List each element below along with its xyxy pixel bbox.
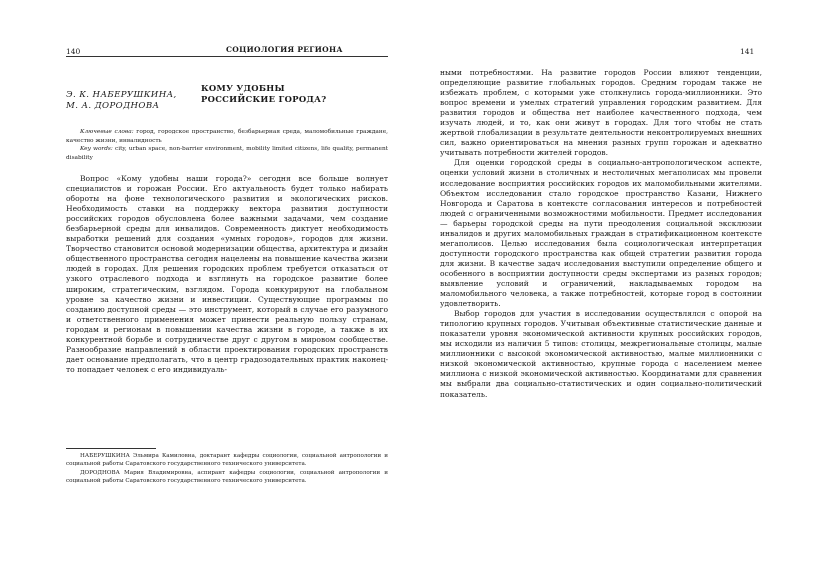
article-title <box>201 83 327 105</box>
right-body-text <box>440 68 762 400</box>
article-authors <box>66 90 177 112</box>
footnotes <box>66 452 388 485</box>
keywords-en-label: Key words: <box>80 146 113 152</box>
keywords-block <box>66 128 388 162</box>
left-paragraph-1: Вопрос «Кому удобны наши города?» сегодня все больше волнует специалистов и горожан России. Его актуальность будет только набирать обороты на фоне технологического развития и экологических рисков. Необходимость ставки на поддержку вектора развития доступности российских городов обусловлена более важными задачами, чем создание безбарьерной среды для инвалидов. Современность диктует необходимость выработки решений для создания «умных городов», городов для жизни. Творчество становится основой модернизации общества, архитектура и дизайн общественного пространства сегодня нацелены на повышение качества жизни людей в городах. Для решения городских проблем требуется отказаться от узкого отраслевого подхода и взглянуть на городское развитие более широким, стратегическим, взглядом. Города конкурируют на глобальном уровне за качество жизни и инвестиции. Существующие программы по созданию доступной среды — это инструмент, который в случае его разумного и ответственного применения может принести реальную пользу странам, городам и регионам в повышении качества жизни в городе, а также в их конкурентной борьбе и сотрудничестве друг с другом в мировом сообществе. Разнообразие направлений в области проектирования городских пространств дает основание предполагать, что в центр градозодательных практик наконец-то попадает человек с его индивидуаль- <box>66 174 388 374</box>
keywords-ru-text: город, городское пространство, безбарьерная среда, маломобильные граждане, качество жизни, инвалидность <box>66 129 389 144</box>
title-line-2: РОССИЙСКИЕ ГОРОДА? <box>201 94 327 104</box>
left-body-text <box>66 174 388 375</box>
right-paragraph-1: ными потребностями. На развитие городов России влияют тенденции, определяющие развитие глобальных городов. Средним городам также не избежать проблем, с которыми уже столкнулись города-миллионники. Это вопрос времени и умелых стратегий управления городским развитием. Для развития городов и общества нет наиболее качественного подхода, чем изучать людей, и то, как они живут в городах. Для того чтобы не стать жертвой глобализации в результате деятельности неконтролируемых внешних сил, важно ориентироваться на мнения разных групп горожан и адекватно учитывать потребности жителей городов. <box>440 68 762 158</box>
author-2: М. А. ДОРОДНОВА <box>66 101 160 111</box>
keywords-en <box>66 145 388 162</box>
running-title: СОЦИОЛОГИЯ РЕГИОНА <box>226 45 343 54</box>
right-paragraph-2: Для оценки городской среды в социально-антропологическом аспекте, оценки условий жизни в столичных и нестоличных мегаполисах мы провели исследование восприятия российских городов их маломобильными жителями. Объектом исследования стало городское пространство Казани, Нижнего Новгорода и Саратова в контексте согласования интересов и потребностей людей с ограниченными возможностями мобильности. Предмет исследования — барьеры городской среды на пути преодоления социальной эксклюзии инвалидов и других маломобильных граждан в стратификационном контексте мегаполисов. Целью исследования была социологическая интерпретация доступности городского пространства как общей стратегии развития города для жизни. В качестве задач исследования выступили определение общего и особенного в восприятии доступности среды экспертами из разных городов; выявление условий и ограничений, накладываемых городом на маломобильного человека, а также потребностей, которые город в состоянии удовлетворить. <box>440 158 762 309</box>
footnote-2: ДОРОДНОВА Мария Владимировна, аспирант кафедры социологии, социальной антропологии и социальной работы Саратовского государственного технического университета. <box>66 469 388 484</box>
author-1: Э. К. НАБЕРУШКИНА, <box>66 90 177 100</box>
keywords-ru <box>66 128 388 145</box>
keywords-ru-label: Ключевые слова: <box>80 129 134 135</box>
footnote-rule <box>66 448 156 449</box>
footnote-1: НАБЕРУШКИНА Эльмира Камиловна, доктарант кафедры социологии, социальной антропологии и социальной работы Саратовского государственного технического университета. <box>66 453 388 468</box>
right-paragraph-3: Выбор городов для участия в исследовании осуществлялся с опорой на типологию крупных городов. Учитывая объективные статистические данные и показатели уровня экономической активности крупных российских городов, мы исходили из наличия 5 типов: столицы, межрегиональные столицы, малые миллионники с высокой экономической активностью, малые миллионники с низкой экономической активностью, крупные города с населением менее миллиона с низкой экономической активностью. Координатами для сравнения мы выбрали два социально-статистических и один социально-политический показатель. <box>440 309 762 399</box>
right-page-number: 141 <box>740 47 755 56</box>
keywords-en-text: city, urban space, non-barrier environment, mobility limited citizens, life quality, permanent disability <box>66 146 389 161</box>
left-page-number: 140 <box>66 47 81 56</box>
title-line-1: КОМУ УДОБНЫ <box>201 83 285 93</box>
header-rule <box>66 56 388 57</box>
